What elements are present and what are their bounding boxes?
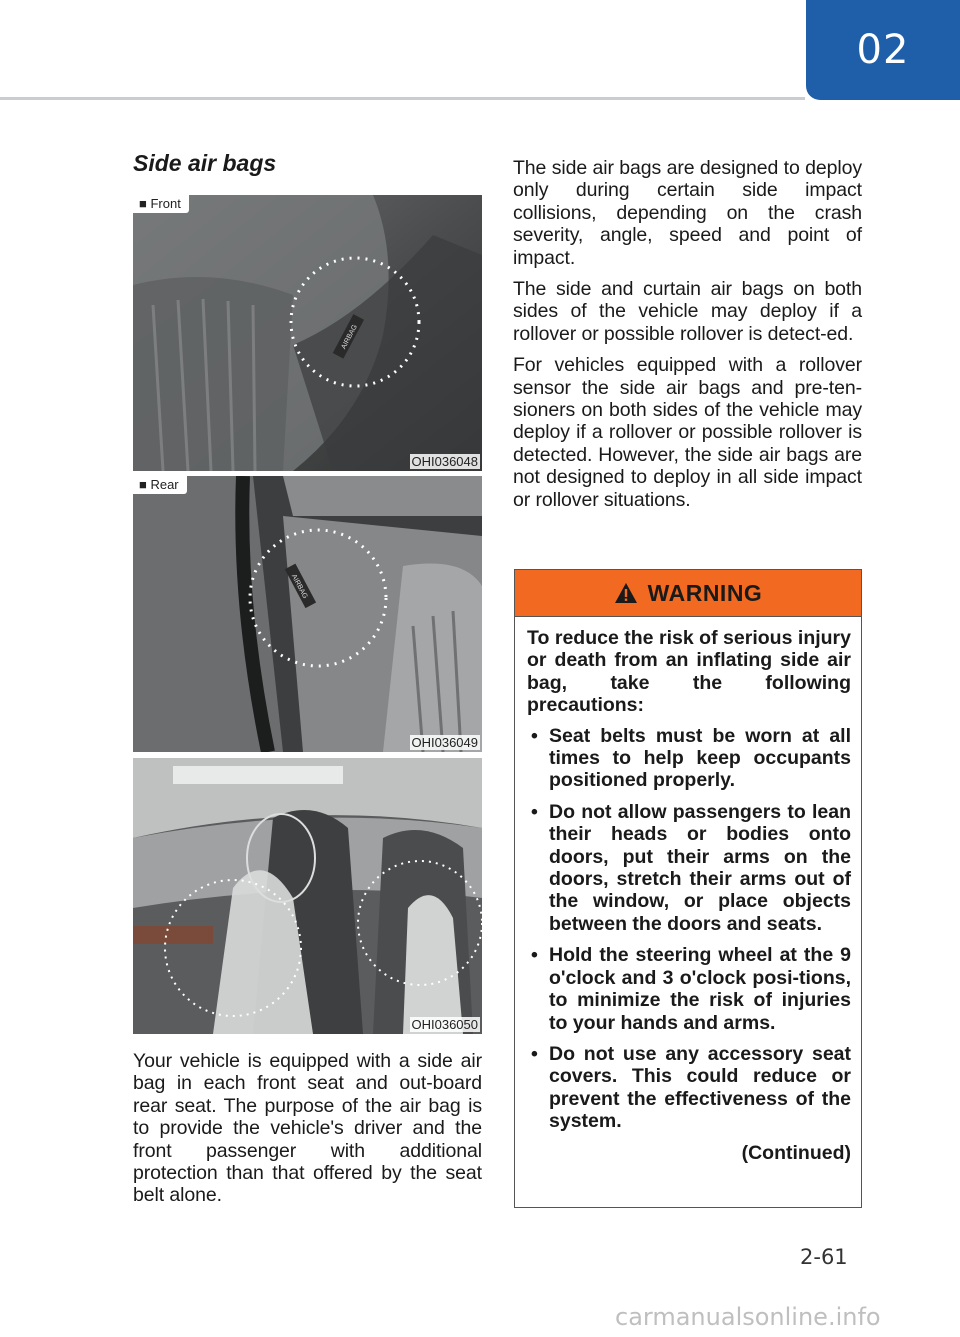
right-column bbox=[513, 157, 862, 520]
figure-deployed-airbags bbox=[133, 758, 482, 1034]
airbag-tag-text: AIRBAG bbox=[289, 573, 309, 600]
header-rule bbox=[0, 97, 805, 100]
bullet-icon: • bbox=[531, 800, 538, 823]
figure-code: OHI036050 bbox=[411, 1017, 478, 1032]
warning-body bbox=[515, 617, 861, 1164]
chapter-tab bbox=[806, 0, 960, 100]
warning-title: WARNING bbox=[647, 579, 763, 606]
warning-intro: To reduce the risk of serious injury or death from an inflating side air bag, take the following precautions: bbox=[527, 627, 851, 717]
airbag-tag-text: AIRBAG bbox=[340, 323, 360, 351]
bullet-icon: • bbox=[531, 1042, 538, 1065]
page-number: 2-61 bbox=[800, 1245, 848, 1269]
precaution-item: • Do not allow passengers to lean their heads or bodies onto doors, put their arms on the doors, stretch their arms out of the window, or place objects between the doors and seats. bbox=[531, 800, 851, 935]
figure-front-seat bbox=[133, 195, 482, 471]
warning-header bbox=[515, 570, 861, 617]
figure-tag: ■ Rear bbox=[133, 476, 187, 494]
chapter-number: 02 bbox=[856, 27, 910, 73]
watermark: carmanualsonline.info bbox=[615, 1303, 881, 1331]
figure-code: OHI036049 bbox=[411, 735, 478, 750]
bullet-icon: • bbox=[531, 724, 538, 747]
bullet-icon: • bbox=[531, 944, 538, 967]
figure-rear-seat bbox=[133, 476, 482, 752]
precaution-item: • Do not use any accessory seat covers. This could reduce or prevent the effectiveness of the system. bbox=[531, 1042, 851, 1133]
warning-box bbox=[514, 569, 862, 1208]
continued-note: (Continued) bbox=[741, 1141, 851, 1164]
figure-tag: ■ Front bbox=[133, 195, 189, 213]
precaution-item: • Hold the steering wheel at the 9 o'clock and 3 o'clock posi-tions, to minimize the risk of injuries to your hands and arms. bbox=[531, 944, 851, 1034]
front-seat-illustration bbox=[133, 195, 482, 471]
precaution-list bbox=[527, 725, 851, 1133]
intro-paragraph: Your vehicle is equipped with a side air bag in each front seat and out-board rear seat. The purpose of the air bag is to provide the vehicle's driver and the front passenger with additional protection than that offered by the seat belt alone. bbox=[133, 1050, 482, 1207]
rear-seat-illustration bbox=[133, 476, 482, 752]
precaution-item: • Seat belts must be worn at all times to help keep occupants positioned properly. bbox=[531, 724, 851, 792]
figure-code: OHI036048 bbox=[411, 454, 478, 469]
section-title: Side air bags bbox=[133, 150, 277, 176]
paragraph: For vehicles equipped with a rollover sensor the side air bags and pre-ten-sioners on both sides of the vehicle may deploy if a rollover or possible rollover is detected. However, the side air bags are not designed to deploy in all side impact or rollover situations. bbox=[513, 354, 862, 511]
paragraph: The side and curtain air bags on both sides of the vehicle may deploy if a rollover or possible rollover is detect-ed. bbox=[513, 278, 862, 345]
paragraph: The side air bags are designed to deploy only during certain side impact collisions, depending on the crash severity, angle, speed and point of impact. bbox=[513, 157, 862, 269]
warning-triangle-icon bbox=[614, 582, 638, 604]
deployed-airbags-illustration bbox=[133, 758, 482, 1034]
